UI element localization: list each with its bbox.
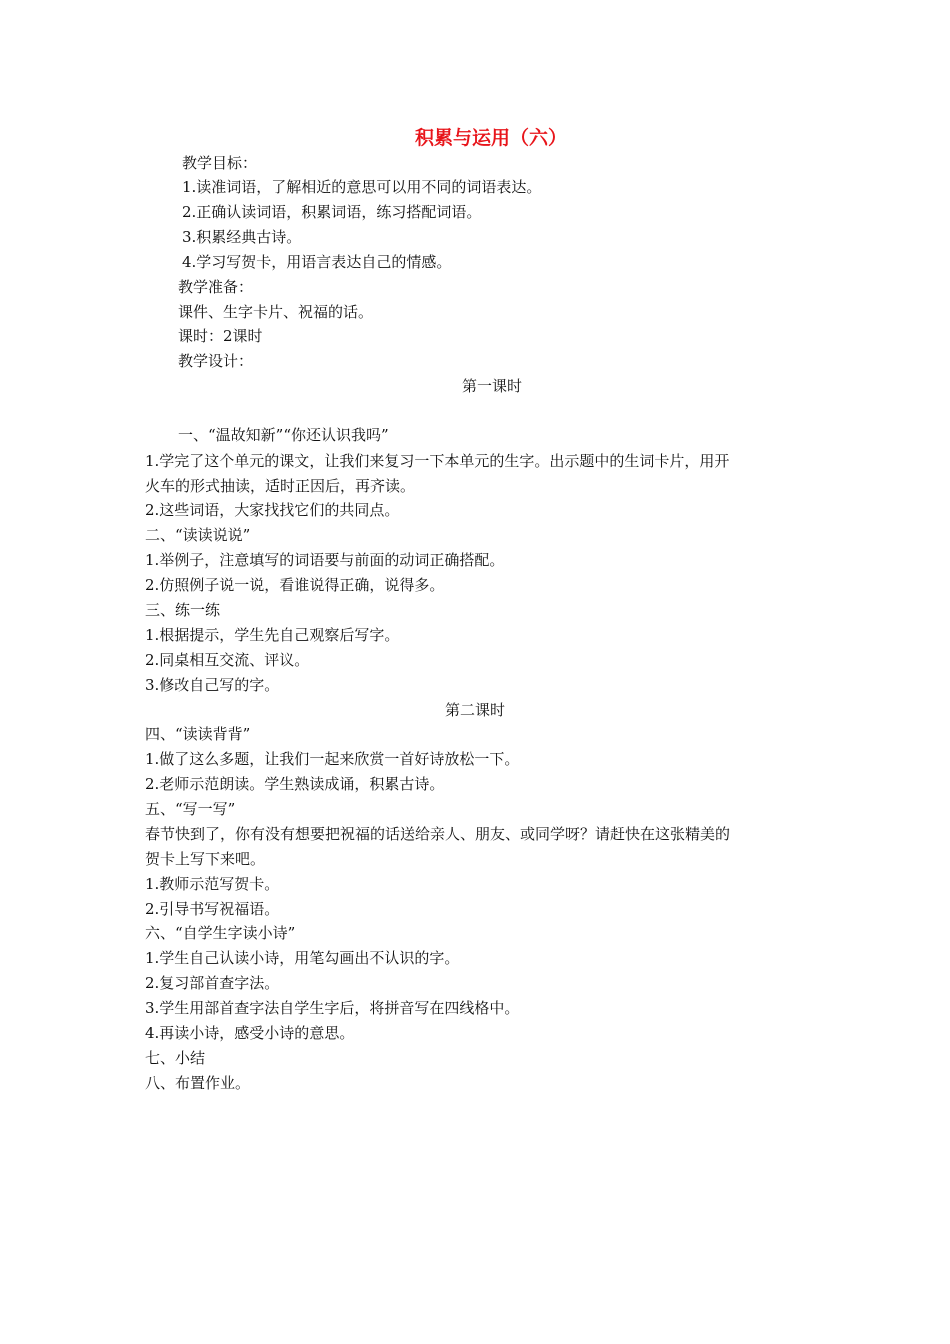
section-one-item: 1.学完了这个单元的课文，让我们来复习一下本单元的生字。出示题中的生词卡片，用开 — [145, 452, 730, 470]
section-two-heading: 二、“读读说说” — [145, 526, 251, 544]
section-five-item: 春节快到了，你有没有想要把祝福的话送给亲人、朋友、或同学呀？请赶快在这张精美的 — [145, 825, 731, 843]
section-three-item: 1.根据提示，学生先自己观察后写字。 — [145, 626, 400, 644]
prep-heading: 教学准备： — [178, 278, 254, 296]
section-one-item: 2.这些词语，大家找找它们的共同点。 — [145, 501, 400, 519]
goals-heading: 教学目标： — [182, 154, 258, 172]
section-five-item: 1.教师示范写贺卡。 — [145, 875, 280, 893]
section-three-item: 2.同桌相互交流、评议。 — [145, 651, 310, 669]
prep-text: 课件、生字卡片、祝福的话。 — [178, 303, 374, 321]
section-six-heading: 六、“自学生字读小诗” — [145, 924, 296, 942]
section-two-item: 1.举例子，注意填写的词语要与前面的动词正确搭配。 — [145, 551, 505, 569]
design-heading: 教学设计： — [178, 352, 254, 370]
goal-item: 2.正确认读词语，积累词语，练习搭配词语。 — [182, 203, 482, 221]
section-eight-heading: 八、布置作业。 — [145, 1074, 251, 1092]
section-six-item: 3.学生用部首查字法自学生字后，将拼音写在四线格中。 — [145, 999, 520, 1017]
section-four-heading: 四、“读读背背” — [145, 725, 251, 743]
section-five-heading: 五、“写一写” — [145, 800, 236, 818]
section-three-heading: 三、练一练 — [145, 601, 221, 619]
section-six-item: 4.再读小诗，感受小诗的意思。 — [145, 1024, 355, 1042]
section-one-item: 火车的形式抽读，适时正因后，再齐读。 — [145, 477, 416, 495]
section-five-item: 贺卡上写下来吧。 — [145, 850, 266, 868]
section-four-item: 1.做了这么多题，让我们一起来欣赏一首好诗放松一下。 — [145, 750, 520, 768]
section-seven-heading: 七、小结 — [145, 1049, 206, 1067]
goal-item: 4.学习写贺卡，用语言表达自己的情感。 — [182, 253, 452, 271]
section-six-item: 1.学生自己认读小诗，用笔勾画出不认识的字。 — [145, 949, 460, 967]
goal-item: 3.积累经典古诗。 — [182, 228, 302, 246]
lesson-one-heading: 第一课时 — [461, 377, 522, 395]
section-two-item: 2.仿照例子说一说，看谁说得正确，说得多。 — [145, 576, 445, 594]
page-title: 积累与运用（六） — [414, 127, 567, 149]
lesson-two-heading: 第二课时 — [444, 701, 505, 719]
section-four-item: 2.老师示范朗读。学生熟读成诵，积累古诗。 — [145, 775, 445, 793]
class-hours: 课时：2课时 — [178, 327, 263, 345]
section-one-heading: 一、“温故知新”“你还认识我吗” — [178, 426, 389, 444]
section-six-item: 2.复习部首查字法。 — [145, 974, 280, 992]
goal-item: 1.读准词语，了解相近的意思可以用不同的词语表达。 — [182, 178, 542, 196]
section-five-item: 2.引导书写祝福语。 — [145, 900, 280, 918]
section-three-item: 3.修改自己写的字。 — [145, 676, 280, 694]
